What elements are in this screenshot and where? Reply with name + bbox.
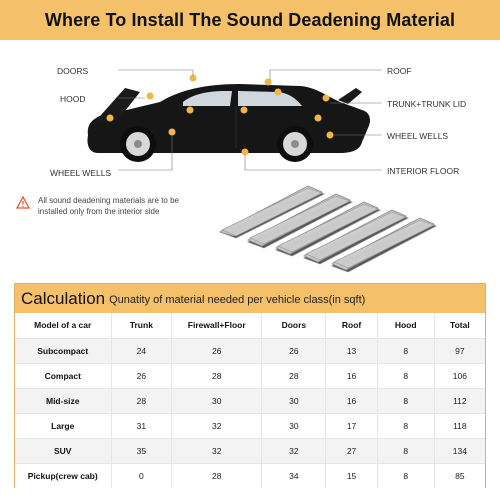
cell-model: Compact: [15, 363, 111, 388]
cell-model: Subcompact: [15, 338, 111, 363]
cell-trunk: 26: [111, 363, 172, 388]
calculation-title: Calculation: [21, 288, 106, 308]
warning-triangle-icon: [16, 196, 30, 209]
cell-roof: 13: [326, 338, 377, 363]
cell-model: SUV: [15, 438, 111, 463]
page-title: Where To Install The Sound Deadening Material: [44, 9, 456, 30]
cell-roof: 16: [326, 388, 377, 413]
cell-total: 112: [434, 388, 485, 413]
cell-total: 118: [434, 413, 485, 438]
callout-trunk: TRUNK+TRUNK LID: [387, 99, 467, 109]
title-banner: [0, 0, 500, 40]
table-row: [15, 388, 485, 413]
column-header-hood: Hood: [377, 313, 434, 338]
cell-hood: 8: [377, 338, 434, 363]
material-table: [15, 313, 485, 488]
callout-wheel-wells-left: WHEEL WELLS: [50, 168, 112, 178]
cell-model: Mid-size: [15, 388, 111, 413]
cell-firewall-floor: 28: [172, 363, 262, 388]
cell-doors: 30: [262, 388, 326, 413]
warning-note: [16, 195, 203, 217]
cell-hood: 8: [377, 413, 434, 438]
column-header-model: Model of a car: [15, 313, 111, 338]
cell-trunk: 35: [111, 438, 172, 463]
cell-doors: 32: [262, 438, 326, 463]
calculation-subtitle: Qunatity of material needed per vehicle class(in sqft): [109, 294, 366, 306]
callout-wheel-wells-right: WHEEL WELLS: [387, 131, 449, 141]
cell-firewall-floor: 32: [172, 413, 262, 438]
cell-hood: 8: [377, 363, 434, 388]
cell-roof: 17: [326, 413, 377, 438]
cell-total: 106: [434, 363, 485, 388]
cell-roof: 16: [326, 363, 377, 388]
column-header-total: Total: [434, 313, 485, 338]
cell-trunk: 0: [111, 463, 172, 488]
cell-trunk: 31: [111, 413, 172, 438]
cell-firewall-floor: 26: [172, 338, 262, 363]
cell-trunk: 28: [111, 388, 172, 413]
cell-doors: 26: [262, 338, 326, 363]
cell-hood: 8: [377, 438, 434, 463]
column-header-trunk: Trunk: [111, 313, 172, 338]
cell-firewall-floor: 30: [172, 388, 262, 413]
cell-doors: 28: [262, 363, 326, 388]
cell-model: Large: [15, 413, 111, 438]
cell-doors: 30: [262, 413, 326, 438]
cell-roof: 27: [326, 438, 377, 463]
callout-interior-floor: INTERIOR FLOOR: [387, 166, 460, 176]
cell-total: 134: [434, 438, 485, 463]
table-header-row: [15, 313, 485, 338]
cell-hood: 8: [377, 463, 434, 488]
calculation-panel: [14, 283, 486, 488]
table-row: [15, 463, 485, 488]
callout-doors: DOORS: [57, 66, 89, 76]
cell-total: 85: [434, 463, 485, 488]
column-header-roof: Roof: [326, 313, 377, 338]
cell-firewall-floor: 28: [172, 463, 262, 488]
cell-model: Pickup(crew cab): [15, 463, 111, 488]
cell-doors: 34: [262, 463, 326, 488]
callout-roof: ROOF: [387, 66, 412, 76]
table-row: [15, 363, 485, 388]
cell-firewall-floor: 32: [172, 438, 262, 463]
table-row: [15, 338, 485, 363]
column-header-firewall-floor: Firewall+Floor: [172, 313, 262, 338]
cell-trunk: 24: [111, 338, 172, 363]
calculation-header: [15, 284, 485, 313]
table-row: [15, 438, 485, 463]
cell-roof: 15: [326, 463, 377, 488]
sound-deadening-mats: [218, 180, 478, 280]
installation-diagram: [0, 40, 500, 280]
column-header-doors: Doors: [262, 313, 326, 338]
warning-text: All sound deadening materials are to be installed only from the interior side: [38, 196, 179, 216]
callout-hood: HOOD: [60, 94, 86, 104]
cell-total: 97: [434, 338, 485, 363]
table-row: [15, 413, 485, 438]
cell-hood: 8: [377, 388, 434, 413]
